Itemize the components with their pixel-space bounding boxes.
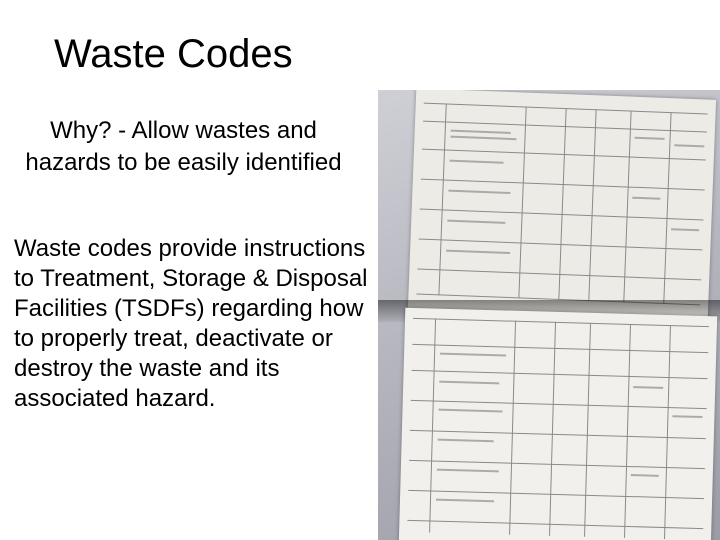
body-text: Waste codes provide instructions to Treatment, Storage & Disposal Facilities (TSDFs) regarding how to properly treat, deactivate or destroy the waste and its associated hazard.: [14, 235, 368, 412]
document-page-bottom: [399, 308, 717, 540]
document-photo: [378, 90, 720, 540]
subtitle: Why? - Allow wastes and hazards to be easily identified: [25, 117, 342, 176]
slide-title: Waste Codes: [54, 32, 293, 76]
document-page-top: [408, 90, 716, 320]
